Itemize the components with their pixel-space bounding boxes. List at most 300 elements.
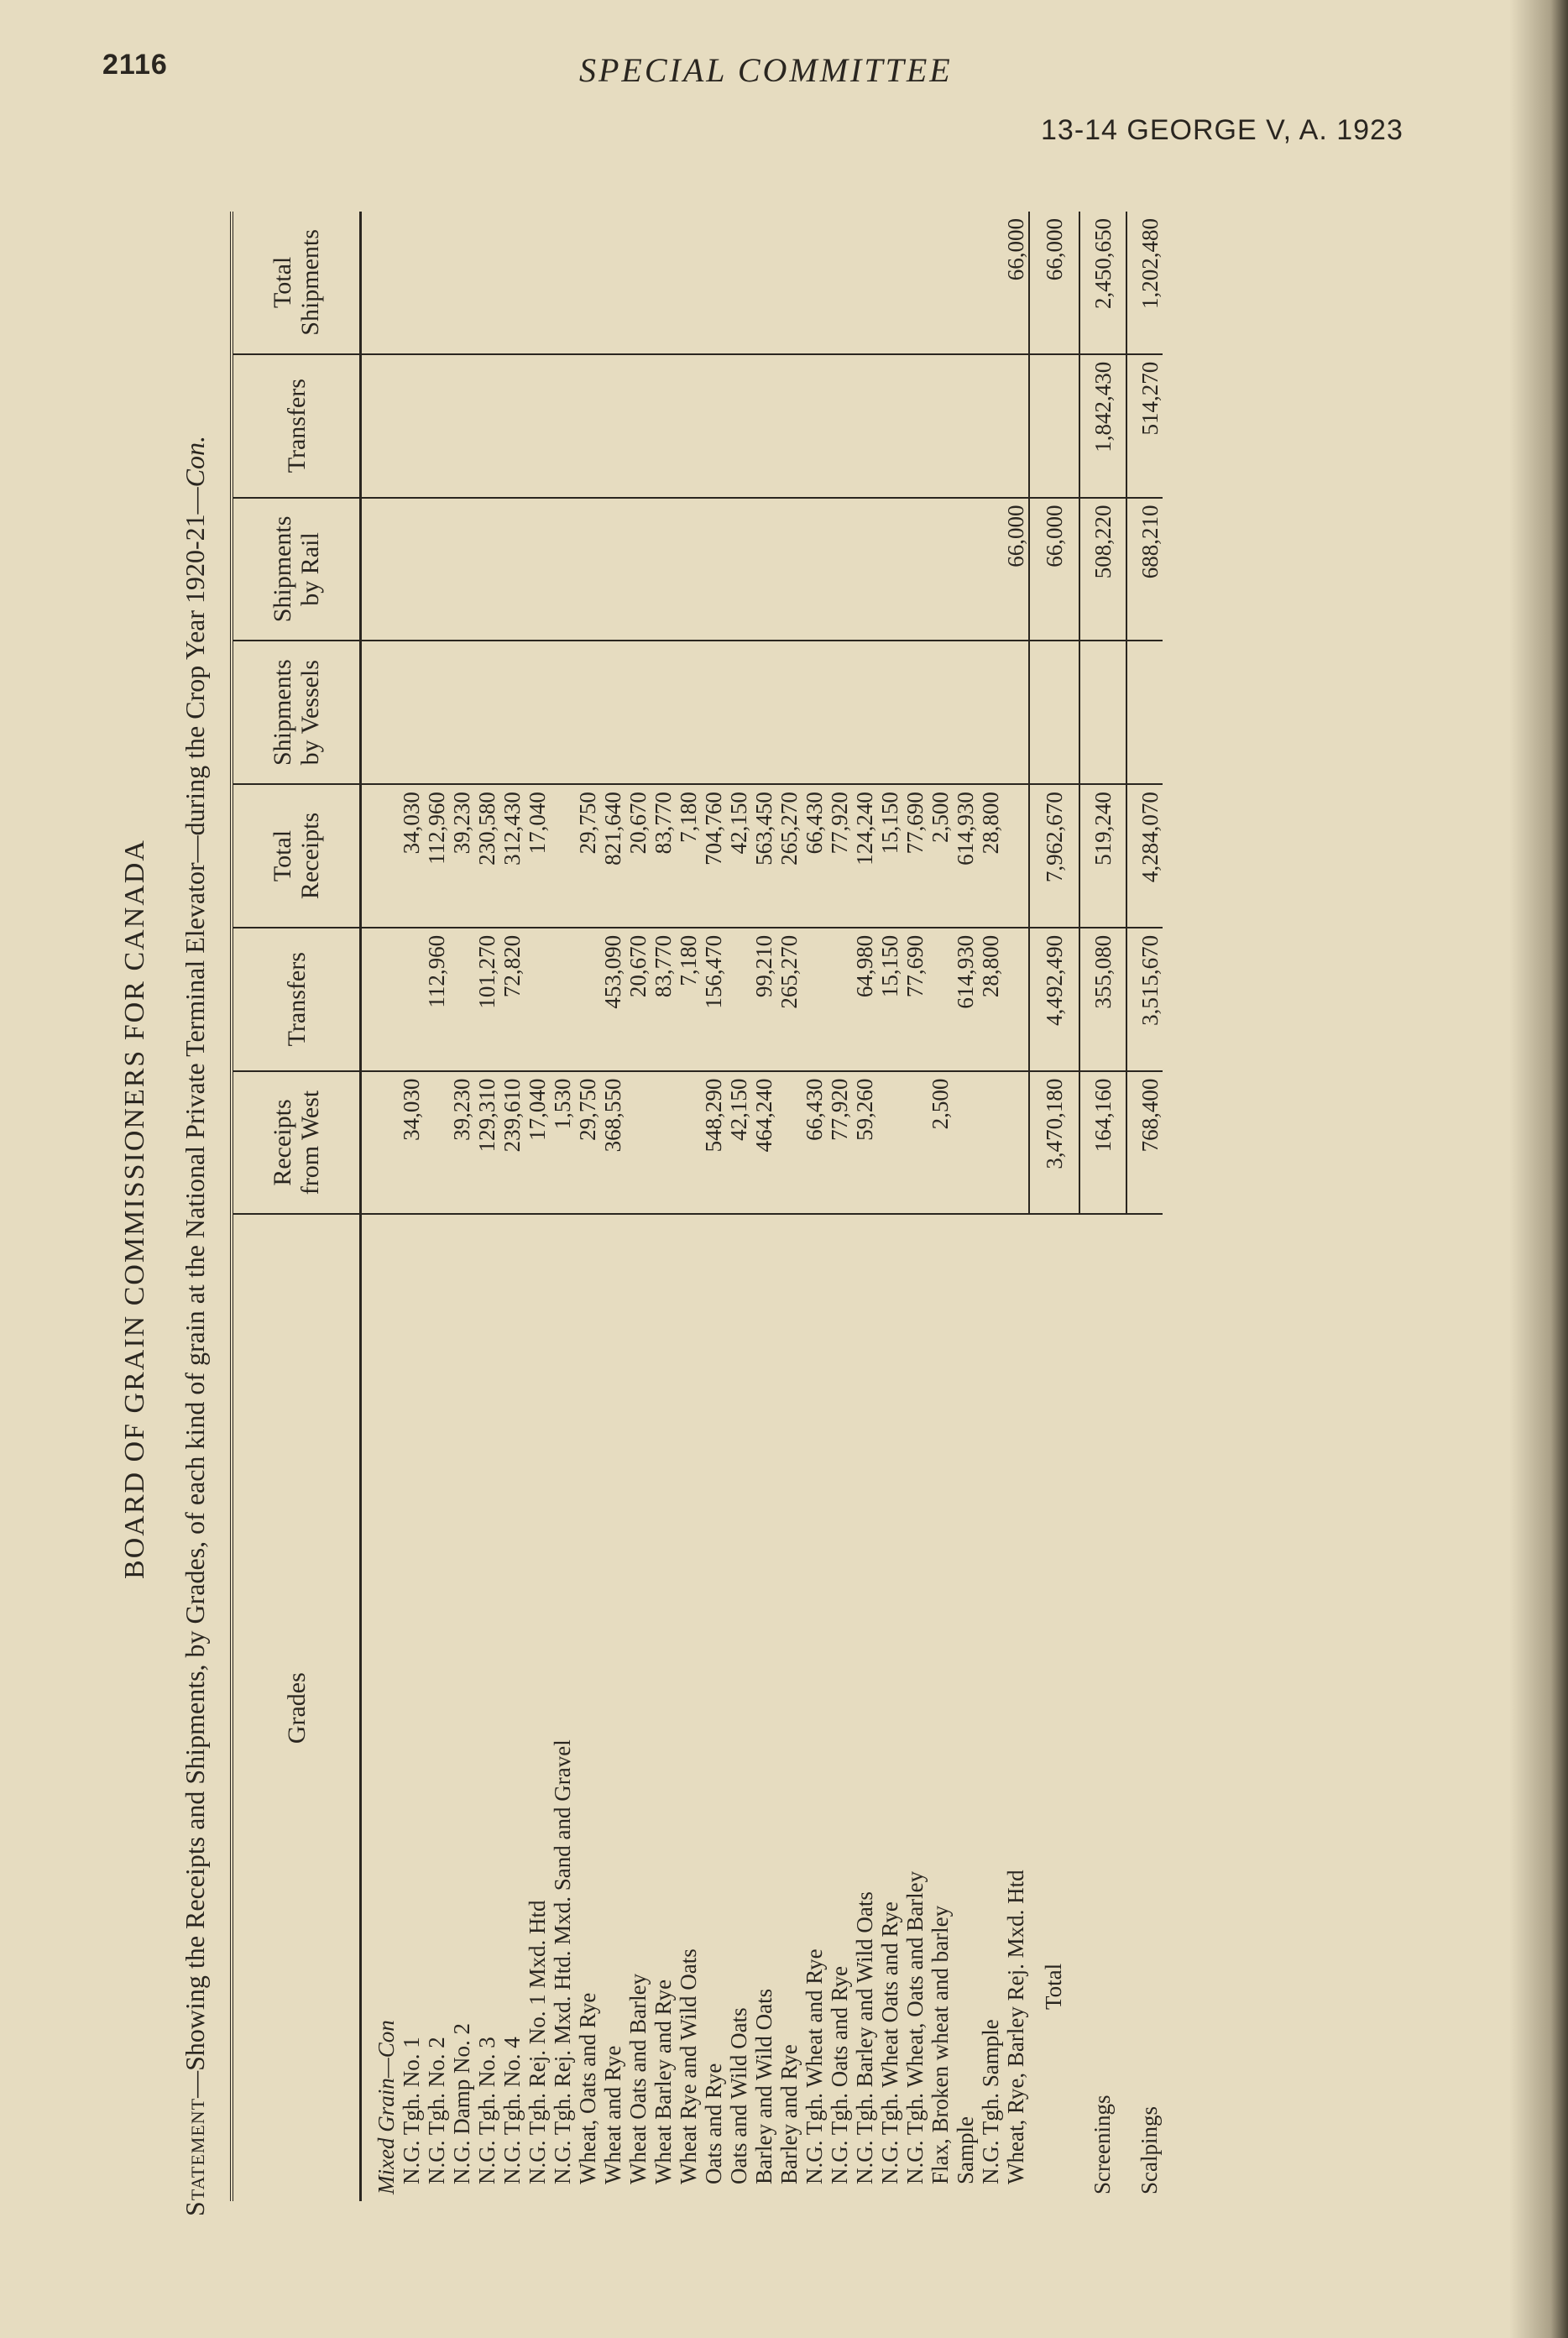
screenings-row xyxy=(1079,212,1126,2201)
grade-label: Wheat Rye and Wild Oats xyxy=(676,1948,701,2184)
session-label: 13-14 GEORGE V, A. 1923 xyxy=(1041,114,1403,146)
cell-ship-rail: 688,210 xyxy=(1126,498,1163,641)
cell-receipts-west: 129,310 xyxy=(474,1071,499,1215)
cell-ship-vessels xyxy=(525,641,550,784)
cell-transfers-in xyxy=(525,928,550,1071)
cell-ship-rail: 508,220 xyxy=(1079,498,1126,641)
table-row xyxy=(852,212,877,2201)
grade-label: N.G. Tgh. Wheat Oats and Rye xyxy=(877,1901,902,2184)
grade-label: Screenings xyxy=(1090,2095,1115,2194)
cell-total-shipments xyxy=(550,212,575,354)
cell-total-shipments xyxy=(600,212,625,354)
grade-cell xyxy=(751,1214,776,2201)
grade-cell xyxy=(651,1214,676,2201)
grade-cell xyxy=(399,1214,424,2201)
cell-transfers-out: 1,842,430 xyxy=(1079,354,1126,498)
grade-label: N.G. Damp No. 2 xyxy=(449,2023,474,2184)
grade-label: Wheat Barley and Rye xyxy=(651,1979,676,2184)
grade-label: N.G. Tgh. Wheat, Oats and Barley xyxy=(902,1870,928,2184)
cell-total-receipts: 17,040 xyxy=(525,784,550,928)
cell-total-shipments xyxy=(877,212,902,354)
grade-cell xyxy=(776,1214,802,2201)
cell-ship-vessels xyxy=(550,641,575,784)
grade-cell xyxy=(600,1214,625,2201)
cell-ship-rail xyxy=(877,498,902,641)
statement-suffix: Con. xyxy=(180,435,210,488)
cell-total-shipments xyxy=(676,212,701,354)
cell-ship-rail xyxy=(399,498,424,641)
cell-transfers-in: 77,690 xyxy=(902,928,928,1071)
cell-total-shipments xyxy=(474,212,499,354)
cell-transfers-in xyxy=(550,928,575,1071)
section-header-row xyxy=(361,212,400,2201)
cell-transfers-in: 112,960 xyxy=(424,928,449,1071)
cell-ship-vessels xyxy=(726,641,751,784)
cell-total-shipments xyxy=(802,212,827,354)
cell-ship-vessels xyxy=(802,641,827,784)
grade-cell xyxy=(1029,1214,1079,2201)
cell-ship-vessels xyxy=(651,641,676,784)
grain-table xyxy=(230,212,1163,2201)
table-row xyxy=(651,212,676,2201)
total-row xyxy=(1029,212,1079,2201)
grade-cell xyxy=(827,1214,852,2201)
cell-total-receipts xyxy=(1003,784,1029,928)
grade-cell xyxy=(726,1214,751,2201)
cell-total-receipts: 7,180 xyxy=(676,784,701,928)
cell-ship-vessels xyxy=(424,641,449,784)
cell-receipts-west: 29,750 xyxy=(575,1071,600,1215)
grade-cell xyxy=(449,1214,474,2201)
cell-transfers-in: 83,770 xyxy=(651,928,676,1071)
cell-transfers-in xyxy=(802,928,827,1071)
table-row xyxy=(953,212,978,2201)
cell-ship-vessels xyxy=(1003,641,1029,784)
cell-receipts-west: 17,040 xyxy=(525,1071,550,1215)
grade-cell xyxy=(902,1214,928,2201)
cell-transfers-in: 28,800 xyxy=(978,928,1003,1071)
cell-transfers-in: 156,470 xyxy=(701,928,726,1071)
cell-transfers-in: 15,150 xyxy=(877,928,902,1071)
cell-ship-rail xyxy=(625,498,651,641)
table-row xyxy=(751,212,776,2201)
cell-transfers-in: 20,670 xyxy=(625,928,651,1071)
cell-total-shipments xyxy=(525,212,550,354)
cell-transfers-out xyxy=(575,354,600,498)
cell-receipts-west: 66,430 xyxy=(802,1071,827,1215)
cell-ship-vessels xyxy=(701,641,726,784)
cell-receipts-west xyxy=(953,1071,978,1215)
grade-cell xyxy=(525,1214,550,2201)
col-header-shipments-rail: Shipments by Rail xyxy=(232,498,361,641)
col-header-shipments-vessels: Shipments by Vessels xyxy=(232,641,361,784)
table-row xyxy=(902,212,928,2201)
statement-caption xyxy=(180,201,211,2216)
cell-ship-rail xyxy=(751,498,776,641)
cell-total-receipts: 77,690 xyxy=(902,784,928,928)
rotated-table-block xyxy=(104,118,1464,2300)
cell-total-receipts: 519,240 xyxy=(1079,784,1126,928)
table-row xyxy=(424,212,449,2201)
grade-label: Oats and Rye xyxy=(701,2063,726,2184)
grade-label: Barley and Rye xyxy=(776,2044,802,2184)
cell-receipts-west: 1,530 xyxy=(550,1071,575,1215)
cell-receipts-west: 39,230 xyxy=(449,1071,474,1215)
cell-ship-rail xyxy=(676,498,701,641)
cell-receipts-west xyxy=(625,1071,651,1215)
cell-transfers-out xyxy=(852,354,877,498)
table-row xyxy=(776,212,802,2201)
cell-transfers-out xyxy=(424,354,449,498)
cell-total-shipments xyxy=(852,212,877,354)
cell-total-receipts: 34,030 xyxy=(399,784,424,928)
grade-label: N.G. Tgh. No. 3 xyxy=(474,2037,499,2184)
cell-ship-rail xyxy=(424,498,449,641)
cell-transfers-out xyxy=(474,354,499,498)
grade-cell xyxy=(474,1214,499,2201)
cell-total-receipts xyxy=(550,784,575,928)
cell-total-shipments xyxy=(701,212,726,354)
cell-transfers-out xyxy=(449,354,474,498)
col-header-transfers-out: Transfers xyxy=(232,354,361,498)
cell-receipts-west xyxy=(651,1071,676,1215)
page-number: 2116 xyxy=(102,49,168,81)
cell-transfers-in: 64,980 xyxy=(852,928,877,1071)
cell-total-shipments xyxy=(651,212,676,354)
cell-transfers-in: 99,210 xyxy=(751,928,776,1071)
cell-ship-rail xyxy=(575,498,600,641)
grade-label: Flax, Broken wheat and barley xyxy=(928,1905,953,2184)
cell-total-shipments xyxy=(575,212,600,354)
table-row xyxy=(600,212,625,2201)
cell-receipts-west: 464,240 xyxy=(751,1071,776,1215)
cell-total-receipts: 2,500 xyxy=(928,784,953,928)
grade-label: N.G. Tgh. No. 1 xyxy=(399,2037,424,2184)
grade-label: Total xyxy=(1041,1963,1066,2010)
grade-cell xyxy=(953,1214,978,2201)
grade-label: N.G. Tgh. Rej. No. 1 Mxd. Htd xyxy=(525,1900,550,2184)
cell-total-shipments: 2,450,650 xyxy=(1079,212,1126,354)
cell-ship-vessels xyxy=(877,641,902,784)
table-row xyxy=(827,212,852,2201)
cell-ship-vessels xyxy=(776,641,802,784)
cell-total-receipts: 312,430 xyxy=(499,784,525,928)
cell-receipts-west: 548,290 xyxy=(701,1071,726,1215)
grade-cell xyxy=(1126,1214,1163,2201)
grade-cell xyxy=(499,1214,525,2201)
grade-cell xyxy=(575,1214,600,2201)
table-row xyxy=(676,212,701,2201)
cell-ship-vessels xyxy=(902,641,928,784)
cell-transfers-out xyxy=(726,354,751,498)
cell-receipts-west: 239,610 xyxy=(499,1071,525,1215)
table-row xyxy=(726,212,751,2201)
cell-total-receipts: 4,284,070 xyxy=(1126,784,1163,928)
cell-ship-rail xyxy=(499,498,525,641)
cell-transfers-out xyxy=(928,354,953,498)
cell-ship-rail xyxy=(701,498,726,641)
table-row xyxy=(550,212,575,2201)
table-row xyxy=(928,212,953,2201)
section-label: Mixed Grain—Con xyxy=(374,2020,399,2194)
cell-total-shipments xyxy=(449,212,474,354)
cell-transfers-in: 72,820 xyxy=(499,928,525,1071)
cell-total-shipments xyxy=(776,212,802,354)
col-header-grades: Grades xyxy=(232,1214,361,2201)
cell-total-shipments xyxy=(424,212,449,354)
cell-ship-vessels xyxy=(474,641,499,784)
cell-ship-vessels xyxy=(928,641,953,784)
cell-ship-rail xyxy=(550,498,575,641)
grade-label: Wheat Oats and Barley xyxy=(625,1973,651,2184)
grade-cell xyxy=(676,1214,701,2201)
cell-transfers-in: 101,270 xyxy=(474,928,499,1071)
grade-label: Wheat, Oats and Rye xyxy=(575,1992,600,2184)
cell-receipts-west xyxy=(877,1071,902,1215)
cell-transfers-out xyxy=(651,354,676,498)
cell-total-shipments xyxy=(928,212,953,354)
cell-total-shipments xyxy=(499,212,525,354)
table-row xyxy=(1003,212,1029,2201)
cell-total-shipments: 66,000 xyxy=(1003,212,1029,354)
table-row xyxy=(625,212,651,2201)
cell-receipts-west xyxy=(902,1071,928,1215)
cell-ship-vessels xyxy=(575,641,600,784)
cell-transfers-in xyxy=(449,928,474,1071)
cell-total-receipts: 77,920 xyxy=(827,784,852,928)
cell-transfers-out xyxy=(953,354,978,498)
cell-receipts-west xyxy=(776,1071,802,1215)
cell-transfers-out xyxy=(1029,354,1079,498)
col-header-transfers-in: Transfers xyxy=(232,928,361,1071)
cell-total-shipments xyxy=(726,212,751,354)
grade-label: Wheat and Rye xyxy=(600,2045,625,2184)
scalpings-row xyxy=(1126,212,1163,2201)
cell-ship-rail xyxy=(651,498,676,641)
cell-transfers-out xyxy=(827,354,852,498)
cell-transfers-in: 4,492,490 xyxy=(1029,928,1079,1071)
cell-transfers-out xyxy=(877,354,902,498)
cell-total-receipts: 15,150 xyxy=(877,784,902,928)
cell-ship-rail xyxy=(827,498,852,641)
cell-total-shipments xyxy=(978,212,1003,354)
cell-transfers-in: 614,930 xyxy=(953,928,978,1071)
table-row xyxy=(802,212,827,2201)
table-row xyxy=(499,212,525,2201)
cell-total-receipts: 20,670 xyxy=(625,784,651,928)
cell-transfers-out xyxy=(802,354,827,498)
cell-receipts-west: 77,920 xyxy=(827,1071,852,1215)
cell-total-shipments xyxy=(751,212,776,354)
cell-ship-vessels xyxy=(1126,641,1163,784)
grade-cell xyxy=(424,1214,449,2201)
cell-total-receipts: 563,450 xyxy=(751,784,776,928)
cell-transfers-in: 453,090 xyxy=(600,928,625,1071)
cell-transfers-in xyxy=(575,928,600,1071)
cell-ship-rail xyxy=(776,498,802,641)
cell-total-shipments: 1,202,480 xyxy=(1126,212,1163,354)
cell-total-receipts: 39,230 xyxy=(449,784,474,928)
page-edge-shadow xyxy=(1509,0,1568,2338)
cell-ship-vessels xyxy=(953,641,978,784)
cell-total-receipts: 124,240 xyxy=(852,784,877,928)
col-header-receipts-west: Receipts from West xyxy=(232,1071,361,1215)
cell-total-shipments xyxy=(827,212,852,354)
cell-transfers-out xyxy=(676,354,701,498)
cell-ship-rail xyxy=(525,498,550,641)
cell-transfers-out xyxy=(902,354,928,498)
grade-label: Scalpings xyxy=(1137,2106,1162,2194)
grade-cell xyxy=(852,1214,877,2201)
cell-ship-rail xyxy=(449,498,474,641)
cell-transfers-out xyxy=(550,354,575,498)
col-header-total-shipments: Total Shipments xyxy=(232,212,361,354)
cell-ship-vessels xyxy=(1079,641,1126,784)
grade-label: Sample xyxy=(953,2116,978,2184)
cell-transfers-in: 3,515,670 xyxy=(1126,928,1163,1071)
cell-transfers-out xyxy=(978,354,1003,498)
cell-ship-rail xyxy=(953,498,978,641)
cell-transfers-in xyxy=(1003,928,1029,1071)
cell-receipts-west: 3,470,180 xyxy=(1029,1071,1079,1215)
cell-ship-rail xyxy=(978,498,1003,641)
cell-total-receipts: 83,770 xyxy=(651,784,676,928)
cell-ship-rail xyxy=(928,498,953,641)
cell-transfers-out xyxy=(499,354,525,498)
cell-transfers-in: 355,080 xyxy=(1079,928,1126,1071)
grade-label: Wheat, Rye, Barley Rej. Mxd. Htd xyxy=(1003,1870,1028,2184)
cell-total-shipments xyxy=(399,212,424,354)
cell-total-receipts: 7,962,670 xyxy=(1029,784,1079,928)
cell-total-receipts: 112,960 xyxy=(424,784,449,928)
cell-total-receipts: 42,150 xyxy=(726,784,751,928)
grade-cell xyxy=(550,1214,575,2201)
cell-transfers-out xyxy=(701,354,726,498)
grade-label: N.G. Tgh. No. 2 xyxy=(424,2037,449,2184)
cell-transfers-out xyxy=(625,354,651,498)
grade-cell xyxy=(625,1214,651,2201)
cell-ship-vessels xyxy=(676,641,701,784)
cell-transfers-in xyxy=(726,928,751,1071)
grade-cell xyxy=(701,1214,726,2201)
cell-total-shipments xyxy=(625,212,651,354)
cell-transfers-in xyxy=(399,928,424,1071)
cell-ship-vessels xyxy=(449,641,474,784)
cell-ship-vessels xyxy=(1029,641,1079,784)
statement-lead: Statement xyxy=(180,2097,210,2216)
table-row xyxy=(877,212,902,2201)
cell-receipts-west xyxy=(1003,1071,1029,1215)
grade-label: Barley and Wild Oats xyxy=(751,1988,776,2184)
running-title: SPECIAL COMMITTEE xyxy=(579,51,953,89)
cell-transfers-out xyxy=(776,354,802,498)
cell-ship-vessels xyxy=(827,641,852,784)
table-body xyxy=(361,212,1163,2201)
cell-ship-vessels xyxy=(751,641,776,784)
cell-ship-vessels xyxy=(852,641,877,784)
cell-receipts-west xyxy=(978,1071,1003,1215)
table-row xyxy=(474,212,499,2201)
grade-cell xyxy=(1003,1214,1029,2201)
grade-label: N.G. Tgh. Sample xyxy=(978,2019,1003,2184)
cell-total-receipts: 821,640 xyxy=(600,784,625,928)
cell-receipts-west: 34,030 xyxy=(399,1071,424,1215)
cell-total-receipts: 66,430 xyxy=(802,784,827,928)
cell-total-shipments: 66,000 xyxy=(1029,212,1079,354)
cell-transfers-in xyxy=(827,928,852,1071)
table-row xyxy=(701,212,726,2201)
cell-ship-vessels xyxy=(978,641,1003,784)
cell-ship-rail xyxy=(802,498,827,641)
cell-receipts-west: 368,550 xyxy=(600,1071,625,1215)
cell-transfers-out xyxy=(525,354,550,498)
cell-ship-rail xyxy=(726,498,751,641)
cell-ship-vessels xyxy=(499,641,525,784)
cell-total-receipts: 28,800 xyxy=(978,784,1003,928)
table-row xyxy=(575,212,600,2201)
cell-receipts-west: 42,150 xyxy=(726,1071,751,1215)
cell-ship-rail xyxy=(902,498,928,641)
table-row xyxy=(525,212,550,2201)
table-header-row xyxy=(232,212,361,2201)
cell-transfers-out xyxy=(751,354,776,498)
cell-ship-rail: 66,000 xyxy=(1003,498,1029,641)
grade-label: N.G. Tgh. Rej. Mxd. Htd. Mxd. Sand and Gravel xyxy=(550,1739,575,2184)
grade-cell xyxy=(1079,1214,1126,2201)
cell-total-receipts: 614,930 xyxy=(953,784,978,928)
grade-cell xyxy=(802,1214,827,2201)
cell-ship-vessels xyxy=(399,641,424,784)
statement-text: —Showing the Receipts and Shipments, by Grades, of each kind of grain at the National Private Terminal Elevator—during the Crop Year 1920-21— xyxy=(180,487,210,2098)
cell-total-receipts: 230,580 xyxy=(474,784,499,928)
cell-ship-rail xyxy=(852,498,877,641)
grade-cell xyxy=(928,1214,953,2201)
cell-ship-rail: 66,000 xyxy=(1029,498,1079,641)
cell-receipts-west: 164,160 xyxy=(1079,1071,1126,1215)
grade-label: N.G. Tgh. Oats and Rye xyxy=(827,1965,852,2184)
table-row xyxy=(399,212,424,2201)
cell-receipts-west: 2,500 xyxy=(928,1071,953,1215)
cell-receipts-west: 59,260 xyxy=(852,1071,877,1215)
cell-transfers-out xyxy=(399,354,424,498)
cell-ship-rail xyxy=(474,498,499,641)
cell-ship-rail xyxy=(600,498,625,641)
cell-transfers-in: 265,270 xyxy=(776,928,802,1071)
table-row xyxy=(978,212,1003,2201)
cell-total-shipments xyxy=(953,212,978,354)
cell-receipts-west xyxy=(424,1071,449,1215)
cell-receipts-west: 768,400 xyxy=(1126,1071,1163,1215)
table-row xyxy=(449,212,474,2201)
cell-total-receipts: 265,270 xyxy=(776,784,802,928)
grade-label: Oats and Wild Oats xyxy=(726,2007,751,2184)
grade-label: N.G. Tgh. Wheat and Rye xyxy=(802,1948,827,2184)
cell-transfers-out: 514,270 xyxy=(1126,354,1163,498)
board-title: BOARD OF GRAIN COMMISSIONERS FOR CANADA xyxy=(119,839,150,1579)
cell-total-receipts: 704,760 xyxy=(701,784,726,928)
cell-transfers-out xyxy=(600,354,625,498)
grade-cell xyxy=(978,1214,1003,2201)
col-header-total-receipts: Total Receipts xyxy=(232,784,361,928)
cell-transfers-in: 7,180 xyxy=(676,928,701,1071)
cell-receipts-west xyxy=(676,1071,701,1215)
cell-total-shipments xyxy=(902,212,928,354)
grade-label: N.G. Tgh. Barley and Wild Oats xyxy=(852,1891,877,2184)
cell-transfers-out xyxy=(1003,354,1029,498)
cell-ship-vessels xyxy=(600,641,625,784)
grade-cell xyxy=(877,1214,902,2201)
cell-transfers-in xyxy=(928,928,953,1071)
